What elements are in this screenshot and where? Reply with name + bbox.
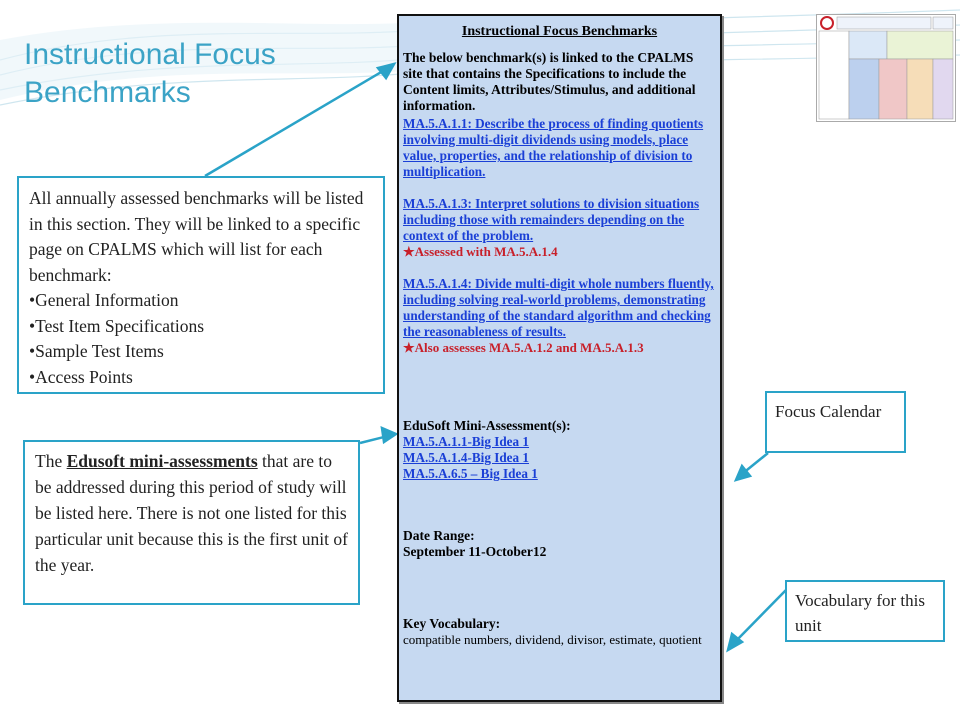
edusoft-link[interactable]: MA.5.A.1.1-Big Idea 1 [403, 434, 530, 449]
document-title: Instructional Focus Benchmarks [461, 24, 658, 39]
benchmarks-callout [17, 176, 385, 394]
edusoft-callout-suffix: that are to be addressed during this period of study will be listed here. There is not one listed for this particular unit because this is the first unit of the year. [35, 451, 348, 575]
key-vocabulary-value: compatible numbers, dividend, divisor, estimate, quotient [403, 632, 702, 647]
edusoft-callout [23, 440, 360, 605]
benchmarks-bullet-list [29, 288, 373, 390]
date-range-value: September 11-October12 [403, 544, 547, 559]
benchmark-link[interactable]: MA.5.A.1.4: Divide multi-digit whole numbers fluently, including solving real-world problems, demonstrating understanding of the standard algorithm and checking the reasonableness of results. [403, 276, 714, 339]
focus-calendar-callout: Focus Calendar [765, 391, 906, 453]
document-intro: The below benchmark(s) is linked to the CPALMS site that contains the Specifications to include the Content limits, Attributes/Stimulus, and additional information. [403, 50, 696, 113]
assessed-note: ★Assessed with MA.5.A.1.4 [403, 244, 558, 259]
edusoft-label: EduSoft Mini-Assessment(s): [403, 418, 571, 433]
edusoft-link[interactable]: MA.5.A.1.4-Big Idea 1 [403, 450, 530, 465]
instructional-focus-document [397, 14, 722, 702]
key-vocabulary-label: Key Vocabulary: [403, 616, 501, 631]
date-range-label: Date Range: [403, 528, 475, 543]
edusoft-callout-prefix: The [35, 451, 67, 471]
benchmark-link[interactable]: MA.5.A.1.3: Interpret solutions to division situations including those with remainders depending on the context of the problem. [403, 196, 700, 243]
bullet-item: • Access Points [29, 365, 373, 391]
assessed-note: ★Also assesses MA.5.A.1.2 and MA.5.A.1.3 [403, 340, 644, 355]
arrow-to-vocabulary [734, 590, 786, 643]
bullet-item: • Sample Test Items [29, 339, 373, 365]
calendar-thumbnail [816, 14, 956, 122]
edusoft-callout-emphasis: Edusoft mini-assessments [66, 451, 258, 471]
edusoft-link[interactable]: MA.5.A.6.5 – Big Idea 1 [403, 466, 538, 481]
benchmarks-callout-text: All annually assessed benchmarks will be listed in this section. They will be linked to a specific page on CPALMS which will list for each benchmark: [29, 188, 364, 285]
bullet-item: • Test Item Specifications [29, 314, 373, 340]
vocabulary-callout: Vocabulary for this unit [785, 580, 945, 642]
benchmark-link[interactable]: MA.5.A.1.1: Describe the process of finding quotients involving multi-digit dividends using models, place value, properties, and the relationship of division to multiplication. [403, 116, 704, 179]
slide-title: Instructional Focus Benchmarks [24, 38, 276, 109]
bullet-item: • General Information [29, 288, 373, 314]
